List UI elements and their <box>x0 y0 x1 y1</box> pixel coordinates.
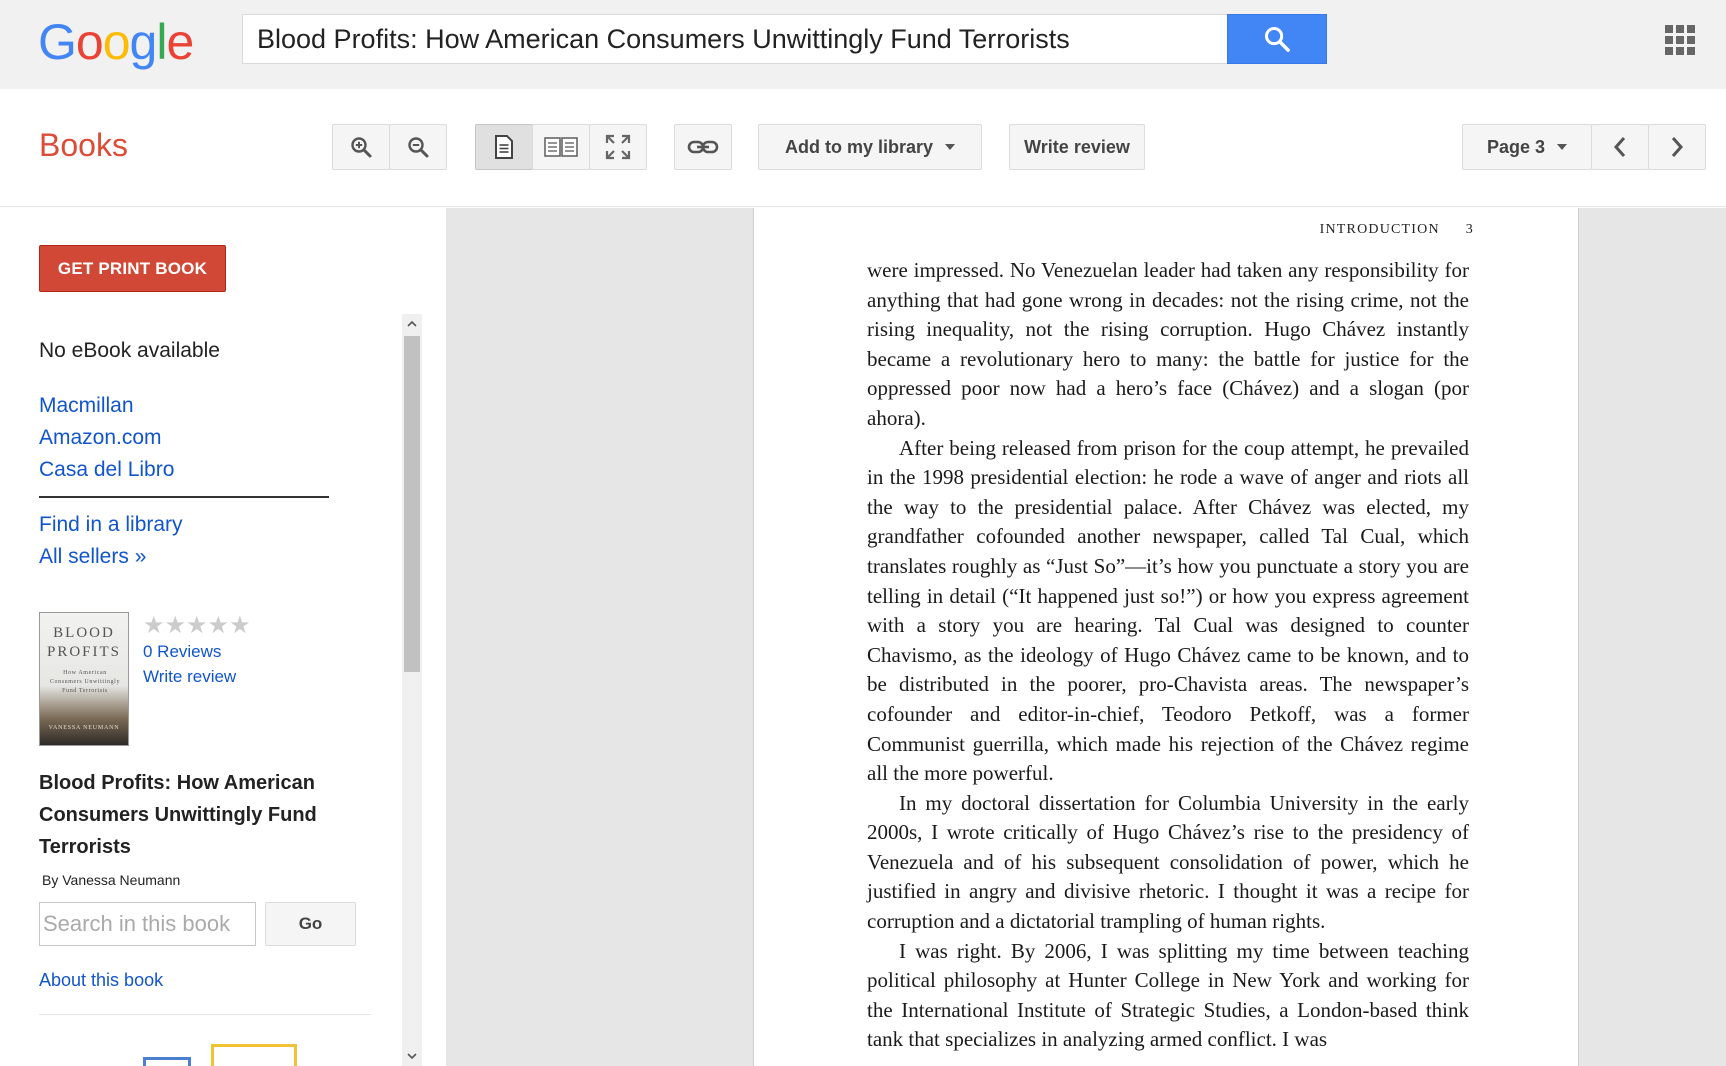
related-thumbnail[interactable] <box>211 1044 297 1066</box>
cover-title-line-2: PROFITS <box>46 644 122 660</box>
chevron-down-icon <box>945 144 955 150</box>
single-page-view-button[interactable] <box>475 124 533 170</box>
book-viewer[interactable] <box>446 208 1726 1066</box>
page-selector[interactable] <box>1462 124 1592 170</box>
seller-link-casa-del-libro[interactable]: Casa del Libro <box>39 458 175 481</box>
chevron-left-icon <box>1612 136 1628 158</box>
find-in-library-link[interactable]: Find in a library <box>39 513 183 536</box>
book-title: Blood Profits: How American Consumers Unwittingly Fund Terrorists <box>39 772 317 858</box>
page-text <box>867 256 1469 1055</box>
search-icon <box>1263 25 1291 53</box>
books-toolbar <box>0 89 1726 207</box>
google-top-bar <box>0 0 1726 89</box>
get-print-book-button[interactable]: GET PRINT BOOK <box>39 245 226 292</box>
sellers-divider <box>39 496 329 498</box>
seller-link-amazon[interactable]: Amazon.com <box>39 426 162 449</box>
apps-grid-icon[interactable] <box>1665 25 1695 55</box>
book-author: By Vanessa Neumann <box>42 872 181 888</box>
zoom-out-button[interactable] <box>389 124 447 170</box>
cover-author: VANESSA NEUMANN <box>48 725 120 731</box>
logo-letter: o <box>102 14 130 70</box>
page-number: 3 <box>1465 222 1474 237</box>
link-button[interactable] <box>674 124 732 170</box>
scroll-up-arrow-icon[interactable] <box>402 314 422 334</box>
link-icon <box>687 138 719 156</box>
seller-link-macmillan[interactable]: Macmillan <box>39 394 134 417</box>
fullscreen-button[interactable] <box>589 124 647 170</box>
write-review-link[interactable]: Write review <box>143 667 237 686</box>
logo-letter: g <box>129 14 157 70</box>
page-paragraph: I was right. By 2006, I was splitting my time between teaching political philosophy at Hunter College in New York and working for the International Institute of Strategic Studies, a London-based think tank that specializes in analyzing armed conflict. I was <box>867 938 1469 1052</box>
logo-letter: o <box>75 14 103 70</box>
book-sidebar <box>0 208 446 1066</box>
about-this-book-link[interactable]: About this book <box>39 970 164 990</box>
add-to-library-label: Add to my library <box>784 136 934 157</box>
book-page <box>753 208 1579 1066</box>
single-page-icon <box>493 134 515 160</box>
related-thumbnail[interactable] <box>143 1057 191 1066</box>
page-paragraph: were impressed. No Venezuelan leader had taken any responsibility for anything that had gone wrong in decades: not the rising crime, not the rising inequality, not the rising corruption. Hugo Chávez instantly became a revolutionary hero to many: the battle for justice for the oppressed poor now had a hero’s face (Chávez) and a slogan (por ahora). <box>867 258 1469 430</box>
chevron-right-icon <box>1669 136 1685 158</box>
sidebar-divider <box>39 1014 371 1015</box>
ebook-status: No eBook available <box>39 339 220 362</box>
logo-letter: l <box>156 14 167 70</box>
logo-letter: G <box>38 14 76 70</box>
two-page-view-button[interactable] <box>532 124 590 170</box>
search-input[interactable] <box>243 15 1228 63</box>
cover-subtitle: How American Consumers Unwittingly Fund Terrorists <box>49 670 121 694</box>
page-selector-label: Page 3 <box>1486 136 1546 157</box>
logo-letter: e <box>166 14 194 70</box>
search-in-book-go-button[interactable]: Go <box>265 902 356 946</box>
cover-title-line-1: BLOOD <box>53 625 115 641</box>
search-in-book-input[interactable] <box>40 903 255 945</box>
scrollbar-thumb[interactable] <box>404 336 420 672</box>
two-page-icon <box>544 136 578 158</box>
reviews-count-link[interactable]: 0 Reviews <box>143 642 222 661</box>
add-to-library-button[interactable] <box>758 124 982 170</box>
previous-page-button[interactable] <box>1591 124 1649 170</box>
write-review-button[interactable]: Write review <box>1009 124 1145 170</box>
zoom-in-button[interactable] <box>332 124 390 170</box>
page-paragraph: After being released from prison for the coup attempt, he prevailed in the 1998 presidential election: he rode a wave of anger and riots all the way to the presidential palace. After Chávez was elected, my grandfather cofounded another newspaper, called Tal Cual, which translates roughly as “Just So”—it’s how you punctuate a story you are telling in detail (“It happened just so!”) or how you express agreement with a story you are hearing. Tal Cual was designed to counter Chavismo, as the ideology of Hugo Chávez came to be known, and to be distributed in the poorer, pro-Chavista areas. The newspaper’s cofounder and editor-in-chief, Teodoro Petkoff, was a former Communist guerrilla, which made his rejection of the Chávez regime all the more powerful. <box>867 435 1469 786</box>
books-app-title[interactable]: Books <box>39 127 128 163</box>
zoom-out-icon <box>406 135 430 159</box>
search-in-book-wrapper <box>39 902 256 946</box>
sidebar-scrollbar[interactable] <box>402 314 422 1066</box>
scroll-down-arrow-icon[interactable] <box>402 1046 422 1066</box>
google-logo[interactable] <box>38 12 193 72</box>
next-page-button[interactable] <box>1648 124 1706 170</box>
search-button[interactable] <box>1227 14 1327 64</box>
chapter-title: INTRODUCTION <box>1319 222 1440 237</box>
chevron-down-icon <box>1557 144 1567 150</box>
book-cover-thumbnail[interactable] <box>39 612 129 746</box>
all-sellers-link[interactable]: All sellers » <box>39 545 147 568</box>
search-field-wrapper <box>242 14 1228 64</box>
page-paragraph: In my doctoral dissertation for Columbia University in the early 2000s, I wrote critically of Hugo Chávez’s rise to the presidency of Venezuela and of his subsequent consolidation of power, which he justified in angry and divisive rhetoric. I thought it was a recipe for corruption and a dictatorial trampling of human rights. <box>867 790 1469 934</box>
running-head <box>754 222 1474 238</box>
rating-stars: ★★★★★ <box>143 612 251 639</box>
fullscreen-icon <box>605 134 631 160</box>
zoom-in-icon <box>349 135 373 159</box>
